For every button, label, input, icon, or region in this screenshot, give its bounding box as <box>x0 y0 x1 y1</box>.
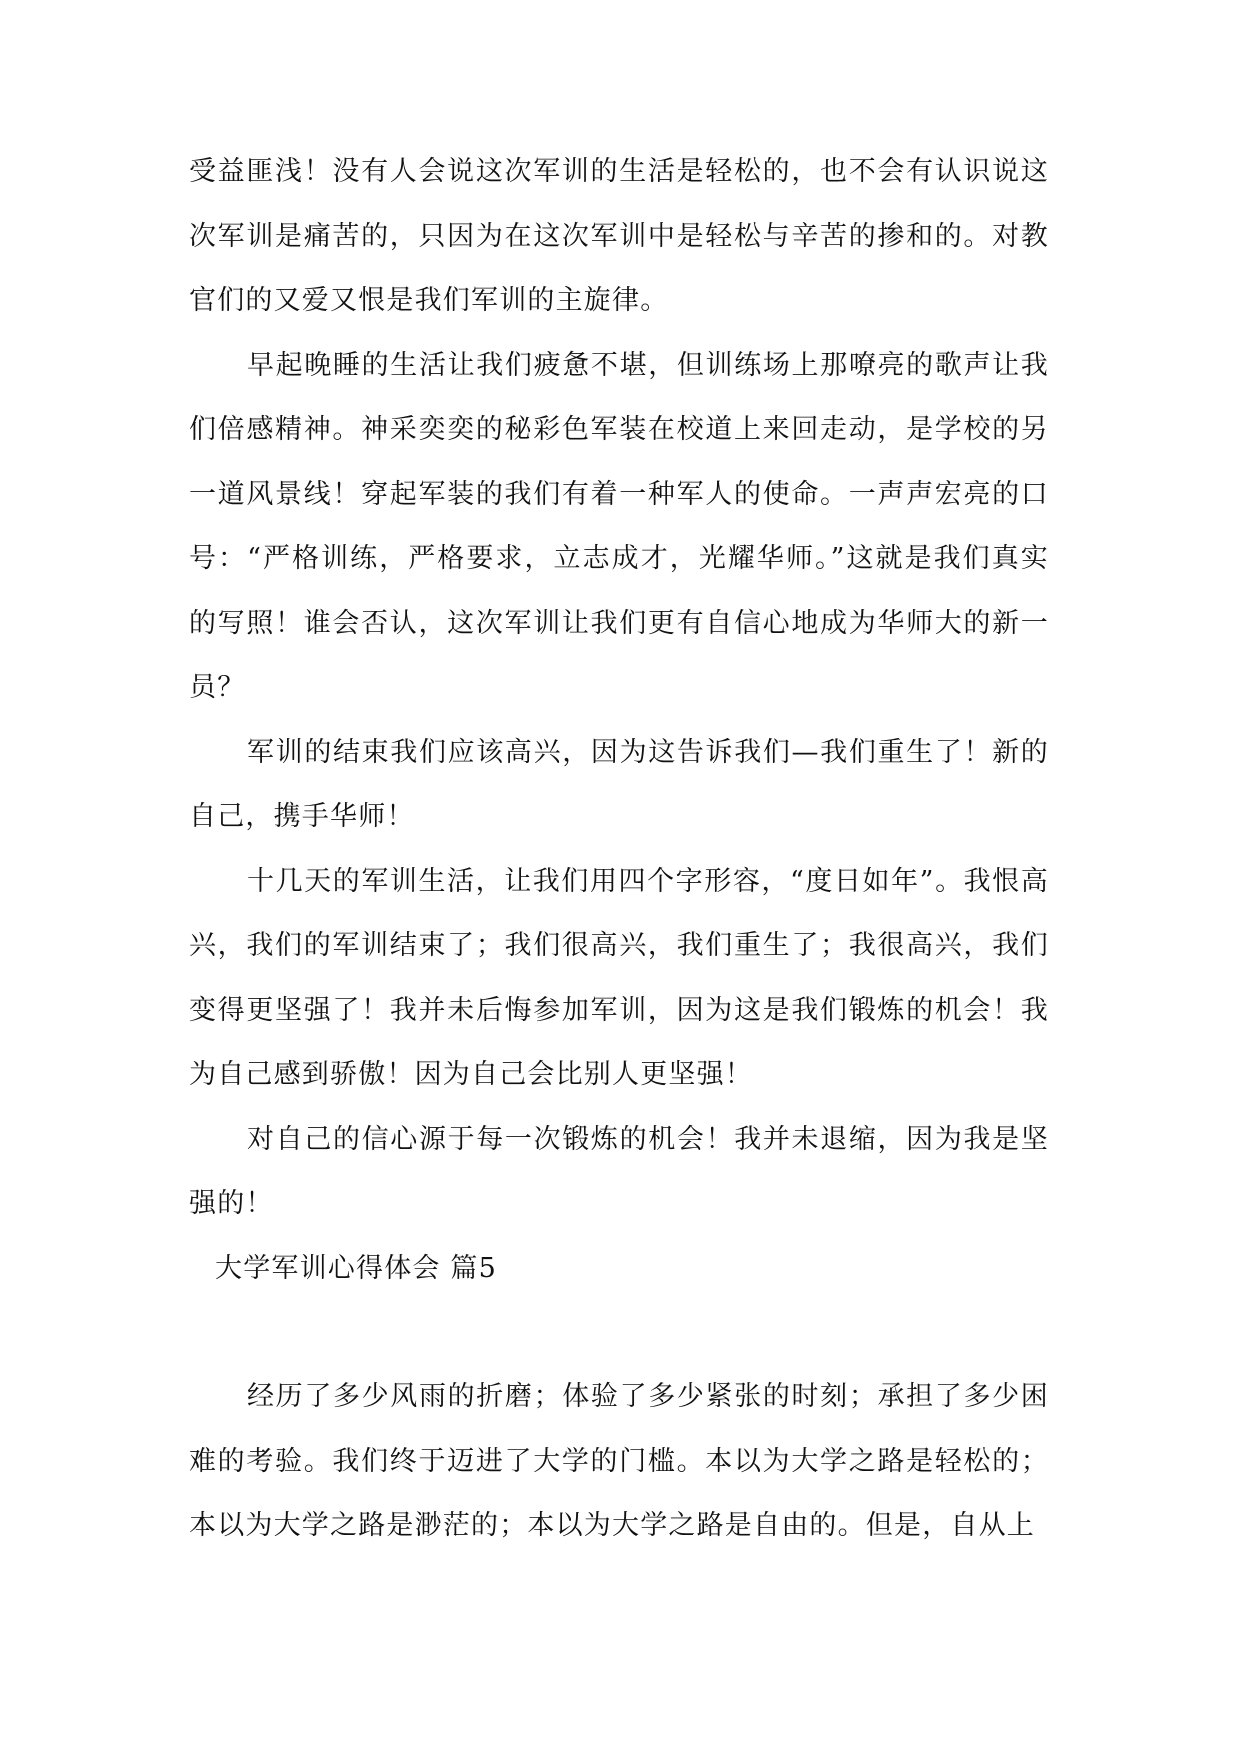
paragraph-2: 早起晚睡的生活让我们疲惫不堪，但训练场上那嘹亮的歌声让我们倍感精神。神采奕奕的秘彩色军装在校道上来回走动，是学校的另一道风景线！穿起军装的我们有着一种军人的使命。一声声宏亮的口号：“严格训练，严格要求，立志成才，光耀华师。”这就是我们真实的写照！谁会否认，这次军训让我们更有自信心地成为华师大的新一员？ <box>189 349 1049 703</box>
document-body <box>189 140 1049 1559</box>
section-spacer <box>189 1301 1049 1365</box>
section-heading: 大学军训心得体会 篇5 <box>215 1252 497 1284</box>
paragraph-3: 军训的结束我们应该高兴，因为这告诉我们—我们重生了！新的自己，携手华师！ <box>189 736 1049 832</box>
section-paragraph-1: 经历了多少风雨的折磨；体验了多少紧张的时刻；承担了多少困难的考验。我们终于迈进了大学的门槛。本以为大学之路是轻松的；本以为大学之路是渺茫的；本以为大学之路是自由的。但是，自从上 <box>189 1381 1049 1541</box>
paragraph-4: 十几天的军训生活，让我们用四个字形容，“度日如年”。我恨高兴，我们的军训结束了；我们很高兴，我们重生了；我很高兴，我们变得更坚强了！我并未后悔参加军训，因为这是我们锻炼的机会！我为自己感到骄傲！因为自己会比别人更坚强！ <box>189 865 1049 1090</box>
paragraph-1: 受益匪浅！没有人会说这次军训的生活是轻松的，也不会有认识说这次军训是痛苦的，只因为在这次军训中是轻松与辛苦的掺和的。对教官们的又爱又恨是我们军训的主旋律。 <box>189 156 1049 316</box>
paragraph-5: 对自己的信心源于每一次锻炼的机会！我并未退缩，因为我是坚强的！ <box>189 1123 1049 1219</box>
